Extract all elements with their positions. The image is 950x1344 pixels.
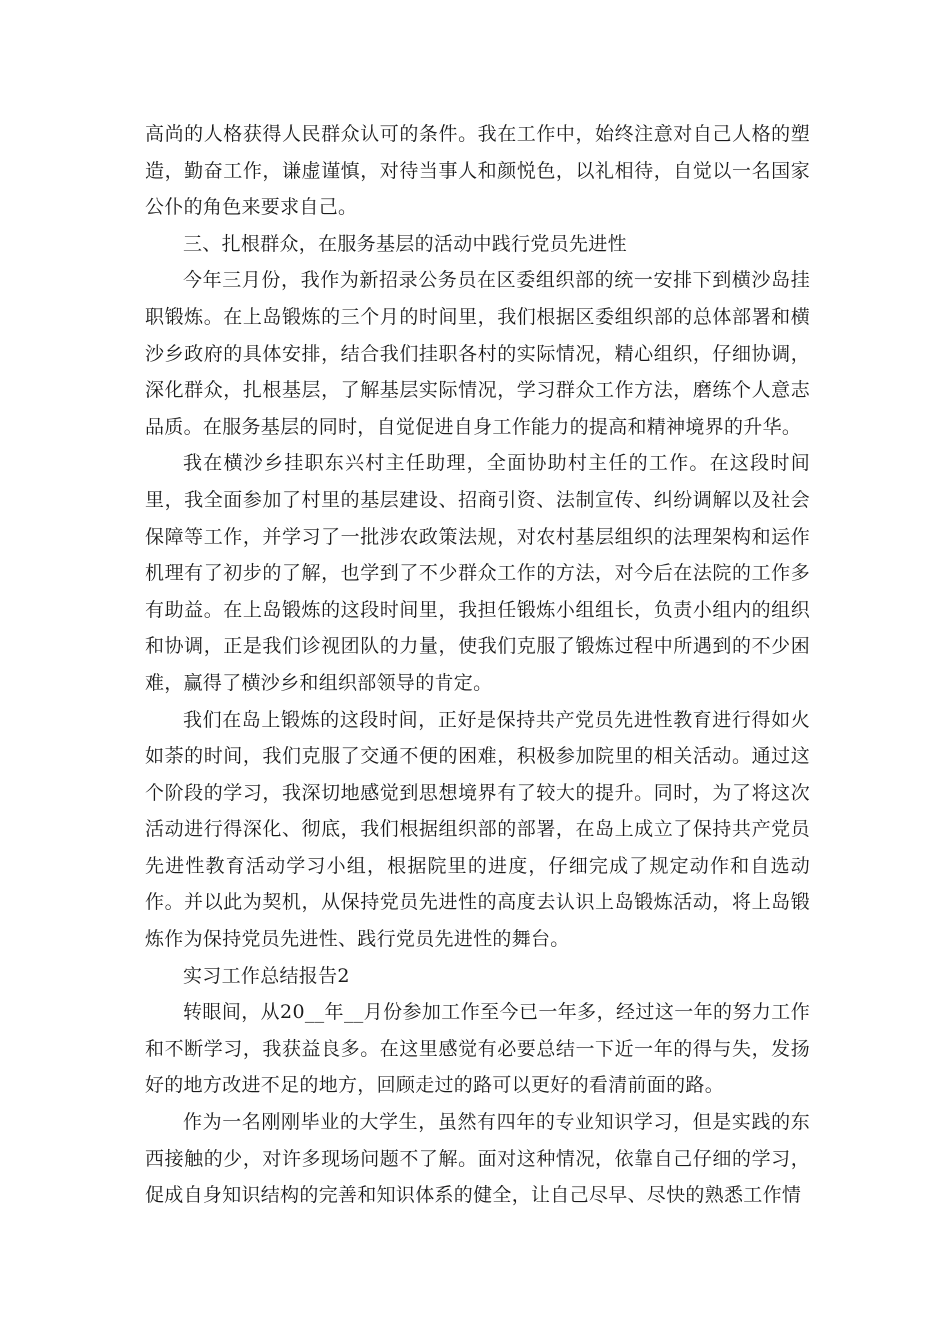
- document-page: [145, 116, 810, 1214]
- paragraph-4: 我们在岛上锻炼的这段时间，正好是保持共产党员先进性教育进行得如火如荼的时间，我们克服了交通不便的困难，积极参加院里的相关活动。通过这个阶段的学习，我深切地感觉到思想境界有了较大的提升。同时，为了将这次活动进行得深化、彻底，我们根据组织部的部署，在岛上成立了保持共产党员先进性教育活动学习小组，根据院里的进度，仔细完成了规定动作和自选动作。并以此为契机，从保持党员先进性的高度去认识上岛锻炼活动，将上岛锻炼作为保持党员先进性、践行党员先进性的舞台。: [145, 708, 810, 951]
- paragraph-3: 我在横沙乡挂职东兴村主任助理，全面协助村主任的工作。在这段时间里，我全面参加了村里的基层建设、招商引资、法制宣传、纠纷调解以及社会保障等工作，并学习了一批涉农政策法规，对农村基层组织的法理架构和运作机理有了初步的了解，也学到了不少群众工作的方法，对今后在法院的工作多有助益。在上岛锻炼的这段时间里，我担任锻炼小组组长，负责小组内的组织和协调，正是我们诊视团队的力量，使我们克服了锻炼过程中所遇到的不少困难，赢得了横沙乡和组织部领导的肯定。: [145, 452, 810, 694]
- section-heading-3: 三、扎根群众，在服务基层的活动中践行党员先进性: [183, 232, 627, 255]
- paragraph-5: 转眼间，从20__年__月份参加工作至今已一年多，经过这一年的努力工作和不断学习，我获益良多。在这里感觉有必要总结一下近一年的得与失，发扬好的地方改进不足的地方，回顾走过的路可以更好的看清前面的路。: [145, 1001, 810, 1097]
- report-title-2: 实习工作总结报告2: [183, 964, 350, 987]
- paragraph-6: 作为一名刚刚毕业的大学生，虽然有四年的专业知识学习，但是实践的东西接触的少，对许多现场问题不了解。面对这种情况，依靠自己仔细的学习，促成自身知识结构的完善和知识体系的健全，让自己尽早、尽快的熟悉工作情: [145, 1111, 810, 1207]
- paragraph-1: 高尚的人格获得人民群众认可的条件。我在工作中，始终注意对自己人格的塑造，勤奋工作，谦虚谨慎，对待当事人和颜悦色，以礼相待，自觉以一名国家公仆的角色来要求自己。: [145, 123, 810, 219]
- paragraph-2: 今年三月份，我作为新招录公务员在区委组织部的统一安排下到横沙岛挂职锻炼。在上岛锻炼的三个月的时间里，我们根据区委组织部的总体部署和横沙乡政府的具体安排，结合我们挂职各村的实际情况，精心组织，仔细协调，深化群众，扎根基层，了解基层实际情况，学习群众工作方法，磨练个人意志品质。在服务基层的同时，自觉促进自身工作能力的提高和精神境界的升华。: [145, 269, 810, 438]
